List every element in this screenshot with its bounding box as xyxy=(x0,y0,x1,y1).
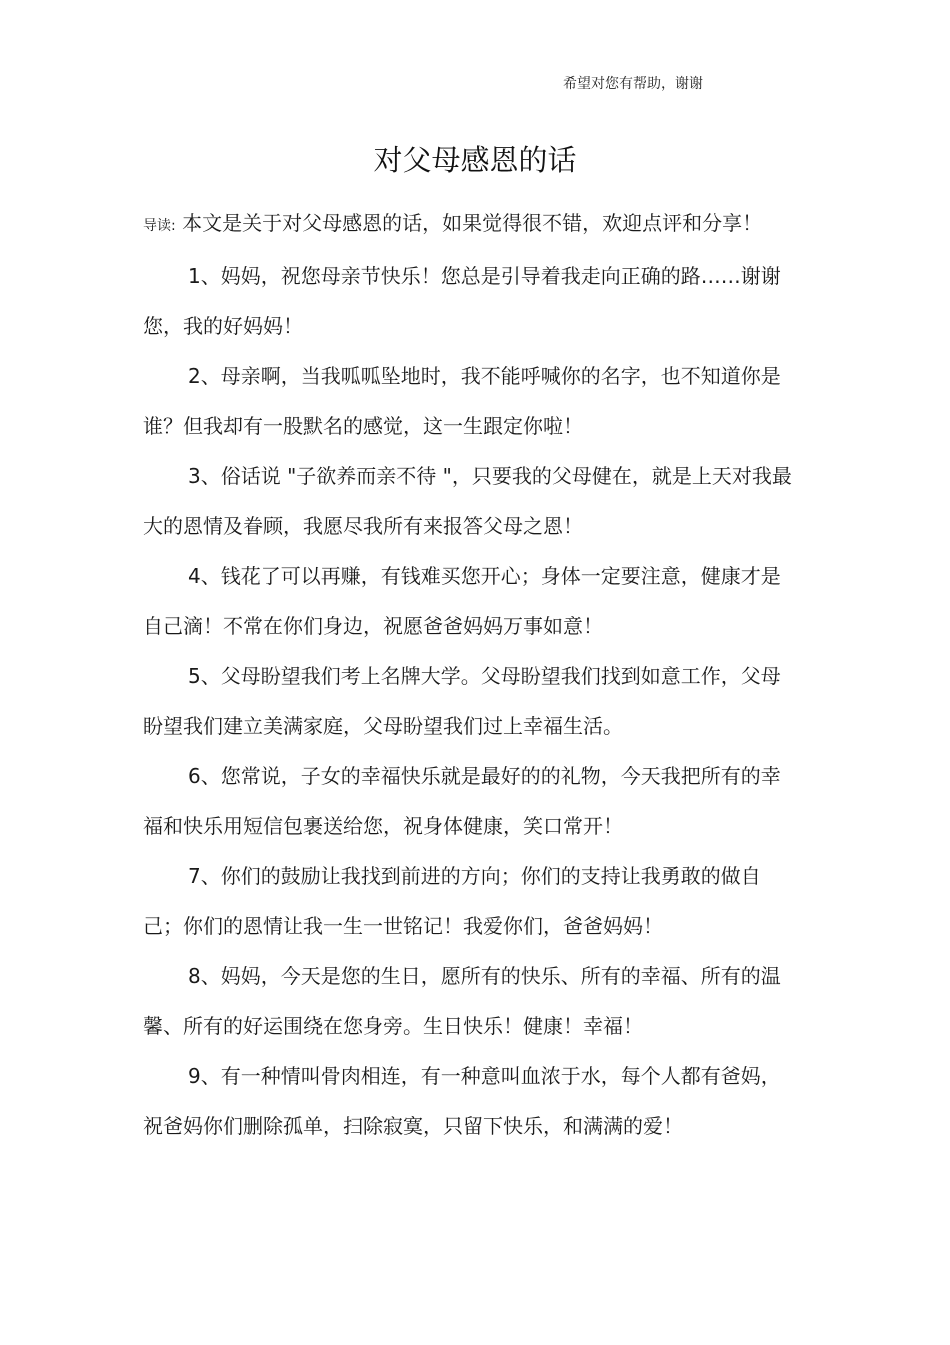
page-title: 对父母感恩的话 xyxy=(373,143,577,177)
paragraph-9: 9、有一种情叫骨肉相连，有一种意叫血浓于水，每个人都有爸妈，祝爸妈你们删除孤单，扫除寂寞，只留下快乐，和满满的爱！ xyxy=(143,1064,781,1138)
paragraph-7: 7、你们的鼓励让我找到前进的方向；你们的支持让我勇敢的做自己；你们的恩情让我一生一世铭记！我爱你们，爸爸妈妈！ xyxy=(143,864,761,938)
paragraph-8: 8、妈妈，今天是您的生日，愿所有的快乐、所有的幸福、所有的温馨、所有的好运围绕在您身旁。生日快乐！健康！幸福！ xyxy=(143,964,781,1038)
intro-text: 本文是关于对父母感恩的话，如果觉得很不错，欢迎点评和分享！ xyxy=(182,211,763,235)
paragraph-3: 3、俗话说 "子欲养而亲不待 "，只要我的父母健在，就是上天对我最大的恩情及眷顾，我愿尽我所有来报答父母之恩！ xyxy=(143,464,792,538)
header-note: 希望对您有帮助，谢谢 xyxy=(563,76,703,92)
document-body xyxy=(143,198,793,1151)
paragraph-1: 1、妈妈，祝您母亲节快乐！您总是引导着我走向正确的路……谢谢您，我的好妈妈！ xyxy=(143,264,781,338)
intro-label: 导读: xyxy=(143,218,176,234)
paragraph-2: 2、母亲啊，当我呱呱坠地时，我不能呼喊你的名字，也不知道你是谁？但我却有一股默名的感觉，这一生跟定你啦！ xyxy=(143,364,781,438)
paragraph-6: 6、您常说，子女的幸福快乐就是最好的的礼物，今天我把所有的幸福和快乐用短信包裹送给您，祝身体健康，笑口常开！ xyxy=(143,764,781,838)
intro-paragraph xyxy=(143,198,793,251)
paragraph-4: 4、钱花了可以再赚，有钱难买您开心；身体一定要注意，健康才是自己滴！不常在你们身边，祝愿爸爸妈妈万事如意！ xyxy=(143,564,781,638)
paragraph-5: 5、父母盼望我们考上名牌大学。父母盼望我们找到如意工作，父母盼望我们建立美满家庭，父母盼望我们过上幸福生活。 xyxy=(143,664,781,738)
